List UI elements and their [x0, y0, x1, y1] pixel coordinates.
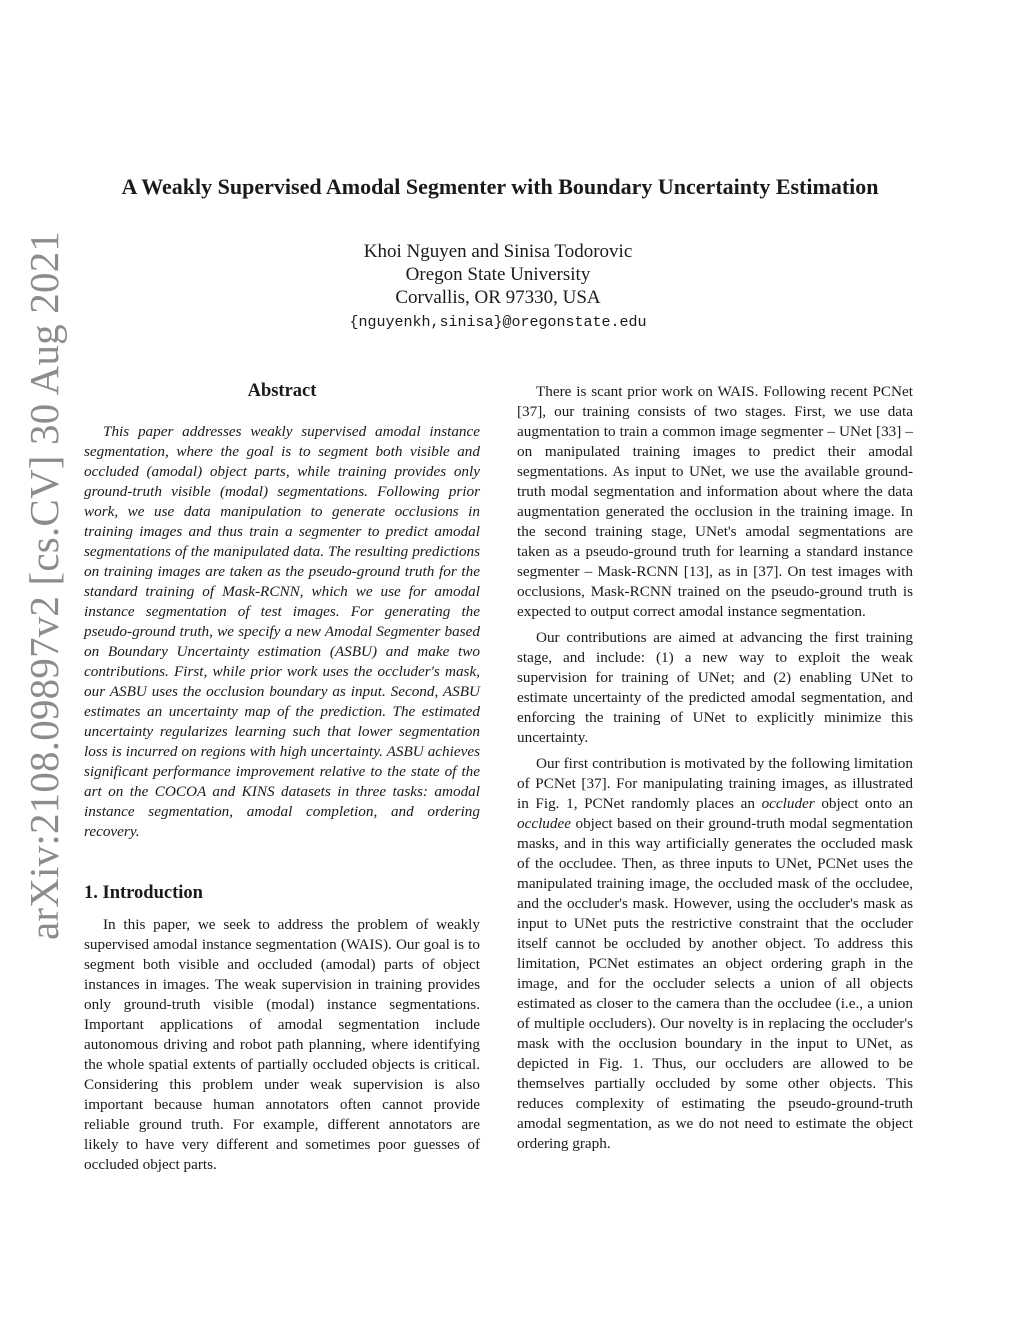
abstract-text: This paper addresses weakly supervised amodal instance segmentation, where the goal is to segment both visible and occluded (amodal) object parts, while training provides only ground-truth visible (modal) segmentations. Following prior work, we use data manipulation to generate occlusions in training images and thus train a segmenter to predict amodal segmentations of the manipulated data. The resulting predictions on training images are taken as the pseudo-ground truth for the standard training of Mask-RCNN, which we use for amodal instance segmentation of test images. For generating the pseudo-ground truth, we specify a new Amodal Segmenter based on Boundary Uncertainty estimation (ASBU) and make two contributions. First, while prior work uses the occluder's mask, our ASBU uses the occlusion boundary as input. Second, ASBU estimates an uncertainty map of the prediction. The estimated uncertainty regularizes learning such that lower segmentation loss is incurred on regions with high uncertainty. ASBU achieves significant performance improvement relative to the state of the art on the COCOA and KINS datasets in three tasks: amodal instance segmentation, amodal completion, and ordering recovery.	[84, 423, 480, 840]
body-paragraph-2: Our contributions are aimed at advancing the first training stage, and include: (1) a new way to exploit the weak supervision for training of UNet; and (2) enabling UNet to estimate uncertainty of the predicted amodal segmentation, and enforcing the training of UNet to explicitly minimize this uncertainty.	[517, 629, 913, 746]
author-block	[298, 240, 698, 336]
body-paragraph-3-part-a: Our first contribution is motivated by the following limitation of PCNet [37]. For manipulating training images, as illustrated in Fig. 1, PCNet randomly places an	[517, 755, 913, 812]
author-names: Khoi Nguyen and Sinisa Todorovic	[363, 241, 633, 262]
introduction-heading: 1. Introduction	[84, 883, 203, 903]
paper-title: A Weakly Supervised Amodal Segmenter with Boundary Uncertainty Estimation	[121, 174, 879, 199]
abstract-heading: Abstract	[247, 381, 317, 401]
author-affiliation: Oregon State University	[405, 264, 591, 285]
body-paragraph-1: There is scant prior work on WAIS. Following recent PCNet [37], our training consists of two stages. First, we use data augmentation to train a common image segmenter – UNet [33] – on manipulated training images to predict their amodal segmentations. As input to UNet, we use the available ground-truth modal segmentation and information about where the data augmentation generated the occlusion in the training image. In the second training stage, UNet's amodal segmentations are taken as a pseudo-ground truth for learning a standard instance segmenter – Mask-RCNN [13], as in [37]. On test images with occlusions, Mask-RCNN trained on the pseudo-ground truth is expected to output correct amodal instance segmentation.	[517, 383, 913, 620]
occludee-term: occludee	[517, 815, 571, 832]
arxiv-identifier: arXiv:2108.09897v2 [cs.CV] 30 Aug 2021	[21, 230, 67, 940]
body-paragraph-3-part-b: object onto an	[814, 795, 913, 812]
right-column	[517, 382, 913, 1160]
introduction-paragraph-1: In this paper, we seek to address the problem of weakly supervised amodal instance segmentation (WAIS). Our goal is to segment both visible and occluded (amodal) parts of object instances in images. The weak supervision in training provides only ground-truth visible (modal) instance segmentations. Important applications of amodal segmentation include autonomous driving and robot path planning, where identifying the whole spatial extents of partially occluded objects is critical. Considering this problem under weak supervision is also important because human annotators often cannot provide reliable ground truth. For example, different annotators are likely to have very different and sometimes poor guesses of occluded object parts.	[84, 916, 480, 1173]
left-column	[84, 378, 480, 1181]
body-paragraph-3-part-c: object based on their ground-truth modal segmentation masks, and in this way artificially generates the occluded mask of the occludee. Then, as three inputs to UNet, PCNet uses the manipulated training image, the occluded mask of the occludee, and the occluder's mask. However, using the occluder's mask as input to UNet puts the restrictive constraint that the occluder itself cannot be occluded by another object. To address this limitation, PCNet estimates an object ordering graph in the image, and for the occluder selects a union of all objects estimated as closer to the camera than the occludee (i.e., a union of multiple occluders). Our novelty is in replacing the occluder's mask with the occlusion boundary in the input to UNet, as depicted in Fig. 1. Thus, our occluders are allowed to be themselves partially occluded by some other objects. This reduces complexity of estimating the pseudo-ground-truth amodal segmentation, as we do not need to estimate the object ordering graph.	[517, 815, 913, 1152]
author-address: Corvallis, OR 97330, USA	[395, 287, 601, 308]
occluder-term: occluder	[761, 795, 815, 812]
author-email: {nguyenkh,sinisa}@oregonstate.edu	[349, 314, 647, 331]
body-paragraph-3	[517, 754, 913, 1154]
